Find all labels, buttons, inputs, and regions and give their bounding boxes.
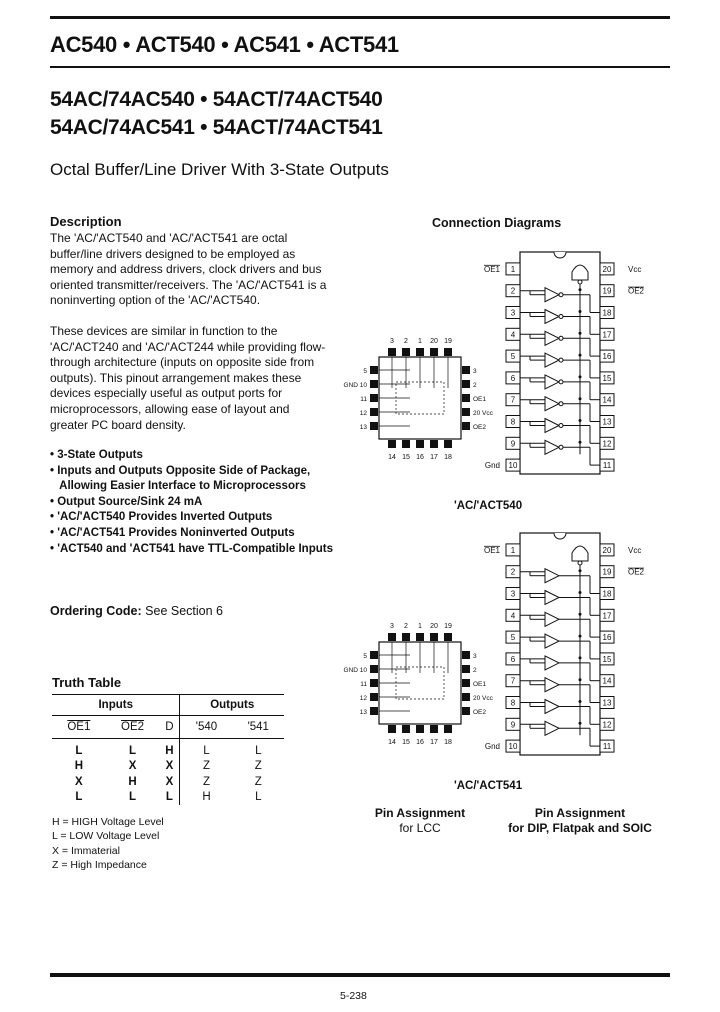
pin-dip-line-1: Pin Assignment xyxy=(534,806,626,820)
pin-number: 17 xyxy=(430,454,438,461)
feature-item: • 'AC/'ACT540 Provides Inverted Outputs xyxy=(50,511,273,524)
enable-gate xyxy=(572,546,588,561)
pin-number: 12 xyxy=(359,410,367,417)
lcc-pad xyxy=(370,651,378,659)
pin-number: 5 xyxy=(510,633,516,643)
invert-bubble xyxy=(559,315,563,319)
invert-bubble xyxy=(559,380,563,384)
table-cell: H xyxy=(74,760,83,773)
feature-item: • 3-State Outputs xyxy=(50,449,143,461)
table-cell: X xyxy=(159,774,180,790)
pin-number: 1 xyxy=(418,338,422,345)
pin-number: 15 xyxy=(602,654,612,664)
table-cell: L xyxy=(129,791,137,804)
lcc-pad xyxy=(370,707,378,715)
invert-bubble xyxy=(559,424,563,428)
ordering-value: See Section 6 xyxy=(145,604,223,618)
caption-541: 'AC/'ACT541 xyxy=(454,780,523,792)
dip-diagram-541 xyxy=(484,533,645,755)
pin-number: 11 xyxy=(360,681,367,688)
pin-number: OE1 xyxy=(473,681,487,688)
pin-number: 20 xyxy=(602,264,612,274)
table-cell: X xyxy=(159,759,180,775)
pin-lcc-line-2: for LCC xyxy=(399,821,441,835)
description-line: The 'AC/'ACT540 and 'AC/'ACT541 are octal xyxy=(50,231,288,245)
caption-540: 'AC/'ACT540 xyxy=(454,500,523,512)
description-heading: Description xyxy=(50,214,122,229)
lcc-diagram-540 xyxy=(344,338,494,461)
part-line-1: 54AC/74AC540 • 54ACT/74ACT540 xyxy=(50,88,383,111)
buffer-triangle xyxy=(545,310,559,324)
pin-number: 17 xyxy=(430,739,438,746)
gnd-label: Gnd xyxy=(484,742,500,752)
lcc-pad xyxy=(370,665,378,673)
pin-number: 16 xyxy=(602,633,612,643)
pin-number: 13 xyxy=(602,698,612,708)
pin-number: 18 xyxy=(602,589,612,599)
pin-number: 16 xyxy=(416,739,424,746)
buffer-triangle xyxy=(545,569,559,583)
buffer-triangle xyxy=(545,656,559,670)
lcc-pad xyxy=(416,633,424,641)
pin-number: 16 xyxy=(416,454,424,461)
lcc-pad xyxy=(462,665,470,673)
lcc-pad xyxy=(430,348,438,356)
pin-number: 3 xyxy=(510,589,516,599)
pin-number: 11 xyxy=(602,742,612,752)
pin-number: 2 xyxy=(510,286,516,296)
oe2-label: OE2 xyxy=(628,286,645,296)
pin-number: 15 xyxy=(402,739,410,746)
lcc-pad xyxy=(430,440,438,448)
lcc-pad xyxy=(430,725,438,733)
lcc-pad xyxy=(444,440,452,448)
lcc-pad xyxy=(402,725,410,733)
pin-number: 17 xyxy=(602,611,612,621)
description-line: 'AC/'ACT240 and 'AC/'ACT244 while providing flow- xyxy=(50,339,326,354)
description-line: These devices are similar in function to the xyxy=(50,324,278,338)
pin-number: 19 xyxy=(444,338,452,345)
invert-bubble xyxy=(559,402,563,406)
pin-number: 12 xyxy=(602,720,612,730)
part-line-2: 54AC/74AC541 • 54ACT/74ACT541 xyxy=(50,116,383,139)
table-cell: Z xyxy=(202,775,211,788)
buffer-triangle xyxy=(545,700,559,714)
pin-number: 15 xyxy=(602,373,612,383)
pin-number: OE2 xyxy=(473,424,487,431)
feature-item: Allowing Easier Interface to Microprocessors xyxy=(50,480,306,493)
lcc-pad xyxy=(416,348,424,356)
description-line: noninverting option of the 'AC/'ACT540. xyxy=(50,293,261,308)
pin-number: 13 xyxy=(359,424,367,431)
lcc-pad xyxy=(370,422,378,430)
dip-diagram-540 xyxy=(484,252,645,474)
table-cell: L xyxy=(255,744,262,757)
lcc-pad xyxy=(462,651,470,659)
table-cell: L xyxy=(129,744,137,757)
pin-number: 14 xyxy=(388,454,396,461)
description-line: microprocessors, allowing ease of layout and xyxy=(50,401,290,416)
description-line: oriented transmitter/receivers. The 'AC/'ACT541 is a xyxy=(50,277,327,292)
truth-table-title: Truth Table xyxy=(52,675,122,690)
table-cell: L xyxy=(203,744,210,757)
pin-number: 3 xyxy=(390,623,394,630)
legend-item: H = HIGH Voltage Level xyxy=(52,816,164,828)
buffer-triangle xyxy=(545,634,559,648)
buffer-triangle xyxy=(545,397,559,411)
pin-number: 20 Vcc xyxy=(473,695,493,702)
pin-number: 18 xyxy=(602,308,612,318)
pin-number: 12 xyxy=(359,695,367,702)
ic-notch xyxy=(554,252,566,258)
pin-number: 3 xyxy=(473,653,477,660)
enable-gate xyxy=(572,265,588,280)
pin-number: 1 xyxy=(510,545,516,555)
buffer-triangle xyxy=(545,331,559,345)
table-cell: H xyxy=(202,791,211,804)
pin-number: 13 xyxy=(359,709,367,716)
pin-assignment-lcc xyxy=(350,806,490,836)
legend-item: X = Immaterial xyxy=(52,844,120,857)
pin-number: 8 xyxy=(510,417,516,427)
pin-number: 1 xyxy=(418,623,422,630)
feature-item: • Output Source/Sink 24 mA xyxy=(50,495,203,508)
pin-number: 2 xyxy=(404,623,408,630)
pin-number: 19 xyxy=(602,286,612,296)
column-header: '540 xyxy=(180,716,233,739)
column-header: '541 xyxy=(233,716,284,739)
pin-number: GND 10 xyxy=(343,667,367,674)
footer-rule xyxy=(50,973,670,977)
pin-number: 6 xyxy=(510,654,516,664)
pin-number: 20 xyxy=(430,338,438,345)
lcc-pad xyxy=(388,348,396,356)
diagrams-heading: Connection Diagrams xyxy=(432,216,562,230)
pin-number: 16 xyxy=(602,352,612,362)
pin-number: 3 xyxy=(510,308,516,318)
doc-title: AC540 • ACT540 • AC541 • ACT541 xyxy=(50,32,399,57)
ic-body xyxy=(520,533,600,755)
gnd-label: Gnd xyxy=(484,461,500,471)
pin-number: 18 xyxy=(444,454,452,461)
pin-number: 12 xyxy=(602,439,612,449)
lcc-pad xyxy=(402,633,410,641)
pin-number: 15 xyxy=(402,454,410,461)
inputs-group: Inputs xyxy=(52,695,180,716)
pin-number: OE1 xyxy=(473,396,487,403)
table-cell: L xyxy=(159,790,180,806)
lcc-pad xyxy=(416,725,424,733)
lcc-pad xyxy=(430,633,438,641)
pin-number: 14 xyxy=(602,395,612,405)
pin-number: 18 xyxy=(444,739,452,746)
column-header: D xyxy=(159,716,180,739)
pin-number: 10 xyxy=(508,742,518,752)
feature-item: • 'ACT540 and 'ACT541 have TTL-Compatible Inputs xyxy=(50,542,333,555)
invert-bubble xyxy=(559,445,563,449)
pin-assignment-dip xyxy=(480,806,680,836)
pin-number: OE2 xyxy=(473,709,487,716)
pin-number: 2 xyxy=(473,667,477,674)
pin-number: 20 Vcc xyxy=(473,410,493,417)
legend-item: Z = High Impedance xyxy=(52,858,147,871)
lcc-pad xyxy=(444,348,452,356)
lcc-pad xyxy=(462,679,470,687)
pin-number: 11 xyxy=(360,396,367,403)
description-line: greater PC board density. xyxy=(50,417,186,432)
lcc-pad xyxy=(370,366,378,374)
table-cell: H xyxy=(159,739,180,759)
lcc-pad xyxy=(444,725,452,733)
buffer-triangle xyxy=(545,678,559,692)
column-header: OE1 xyxy=(52,716,106,739)
lcc-pad xyxy=(444,633,452,641)
table-cell: Z xyxy=(254,775,262,788)
lcc-pad xyxy=(370,693,378,701)
lcc-pad xyxy=(370,679,378,687)
table-cell: Z xyxy=(202,760,211,773)
lcc-pad xyxy=(462,707,470,715)
lcc-diagram-541 xyxy=(344,623,494,746)
pin-number: 19 xyxy=(444,623,452,630)
pin-number: 6 xyxy=(510,373,516,383)
pin-number: 7 xyxy=(510,395,516,405)
lcc-pad xyxy=(402,348,410,356)
pin-number: 2 xyxy=(404,338,408,345)
pin-number: 11 xyxy=(602,461,612,471)
table-cell: H xyxy=(128,775,137,788)
invert-bubble xyxy=(578,280,582,284)
column-header: OE2 xyxy=(106,716,160,739)
pin-number: 17 xyxy=(602,330,612,340)
description-line: memory and address drivers, clock drivers and bus xyxy=(50,262,322,277)
buffer-triangle xyxy=(545,721,559,735)
lcc-pad xyxy=(370,380,378,388)
pin-number: 14 xyxy=(602,676,612,686)
lcc-pad xyxy=(402,440,410,448)
buffer-triangle xyxy=(545,288,559,302)
invert-bubble xyxy=(559,336,563,340)
lcc-pad xyxy=(462,394,470,402)
lcc-pad xyxy=(462,408,470,416)
page-number: 5-238 xyxy=(340,990,367,1002)
pin-number: 8 xyxy=(510,698,516,708)
lcc-pad xyxy=(388,633,396,641)
pin-number: 10 xyxy=(508,461,518,471)
outputs-group: Outputs xyxy=(180,695,284,716)
pin-number: 5 xyxy=(363,368,367,375)
pin-number: GND 10 xyxy=(343,382,367,389)
lcc-pad xyxy=(462,366,470,374)
ic-notch xyxy=(554,533,566,539)
oe1-label: OE1 xyxy=(483,264,500,274)
vcc-label: Vcc xyxy=(628,545,642,555)
pin-number: 4 xyxy=(510,611,516,621)
pin-number: 20 xyxy=(430,623,438,630)
buffer-triangle xyxy=(545,353,559,367)
pin-number: 7 xyxy=(510,676,516,686)
legend-item: L = LOW Voltage Level xyxy=(52,830,160,843)
ic-body xyxy=(520,252,600,474)
pin-number: 13 xyxy=(602,417,612,427)
table-cell: L xyxy=(255,791,262,804)
feature-item: • Inputs and Outputs Opposite Side of Package, xyxy=(50,464,311,477)
table-cell: Z xyxy=(254,760,262,773)
pin-number: 19 xyxy=(602,567,612,577)
table-cell: L xyxy=(75,791,83,804)
lcc-pad xyxy=(388,725,396,733)
feature-item: • 'AC/'ACT541 Provides Noninverted Outputs xyxy=(50,526,295,539)
ordering-label: Ordering Code: xyxy=(50,604,142,618)
buffer-triangle xyxy=(545,375,559,389)
pin-number: 3 xyxy=(473,368,477,375)
pin-number: 20 xyxy=(602,545,612,555)
pin-number: 14 xyxy=(388,739,396,746)
pin-number: 1 xyxy=(510,264,516,274)
pin-number: 4 xyxy=(510,330,516,340)
pin-number: 9 xyxy=(510,439,516,449)
invert-bubble xyxy=(578,561,582,565)
lcc-pad xyxy=(462,422,470,430)
buffer-triangle xyxy=(545,440,559,454)
pin-number: 5 xyxy=(363,653,367,660)
lcc-pad xyxy=(462,693,470,701)
pin-dip-line-2: for DIP, Flatpak and SOIC xyxy=(508,821,652,835)
lcc-pad xyxy=(462,380,470,388)
table-cell: X xyxy=(75,775,83,788)
buffer-triangle xyxy=(545,419,559,433)
description-line: buffer/line drivers designed to be employed as xyxy=(50,246,296,261)
subtitle: Octal Buffer/Line Driver With 3-State Outputs xyxy=(50,160,389,179)
lcc-pad xyxy=(370,408,378,416)
pin-number: 9 xyxy=(510,720,516,730)
invert-bubble xyxy=(559,293,563,297)
pin-number: 2 xyxy=(473,382,477,389)
description-line: outputs). This pinout arrangement makes these xyxy=(50,370,302,385)
table-cell: X xyxy=(128,760,137,773)
lcc-pad xyxy=(416,440,424,448)
buffer-triangle xyxy=(545,591,559,605)
table-cell: L xyxy=(75,744,83,757)
invert-bubble xyxy=(559,358,563,362)
lcc-pad xyxy=(370,394,378,402)
pin-lcc-line-1: Pin Assignment xyxy=(374,806,466,820)
description-line: devices especially useful as output ports for xyxy=(50,386,283,401)
pin-number: 3 xyxy=(390,338,394,345)
lcc-pad xyxy=(388,440,396,448)
pin-number: 5 xyxy=(510,352,516,362)
vcc-label: Vcc xyxy=(628,264,642,274)
pin-number: 2 xyxy=(510,567,516,577)
buffer-triangle xyxy=(545,612,559,626)
description-line: through architecture (inputs on opposite side from xyxy=(50,355,315,370)
oe2-label: OE2 xyxy=(628,567,645,577)
oe1-label: OE1 xyxy=(483,545,500,555)
